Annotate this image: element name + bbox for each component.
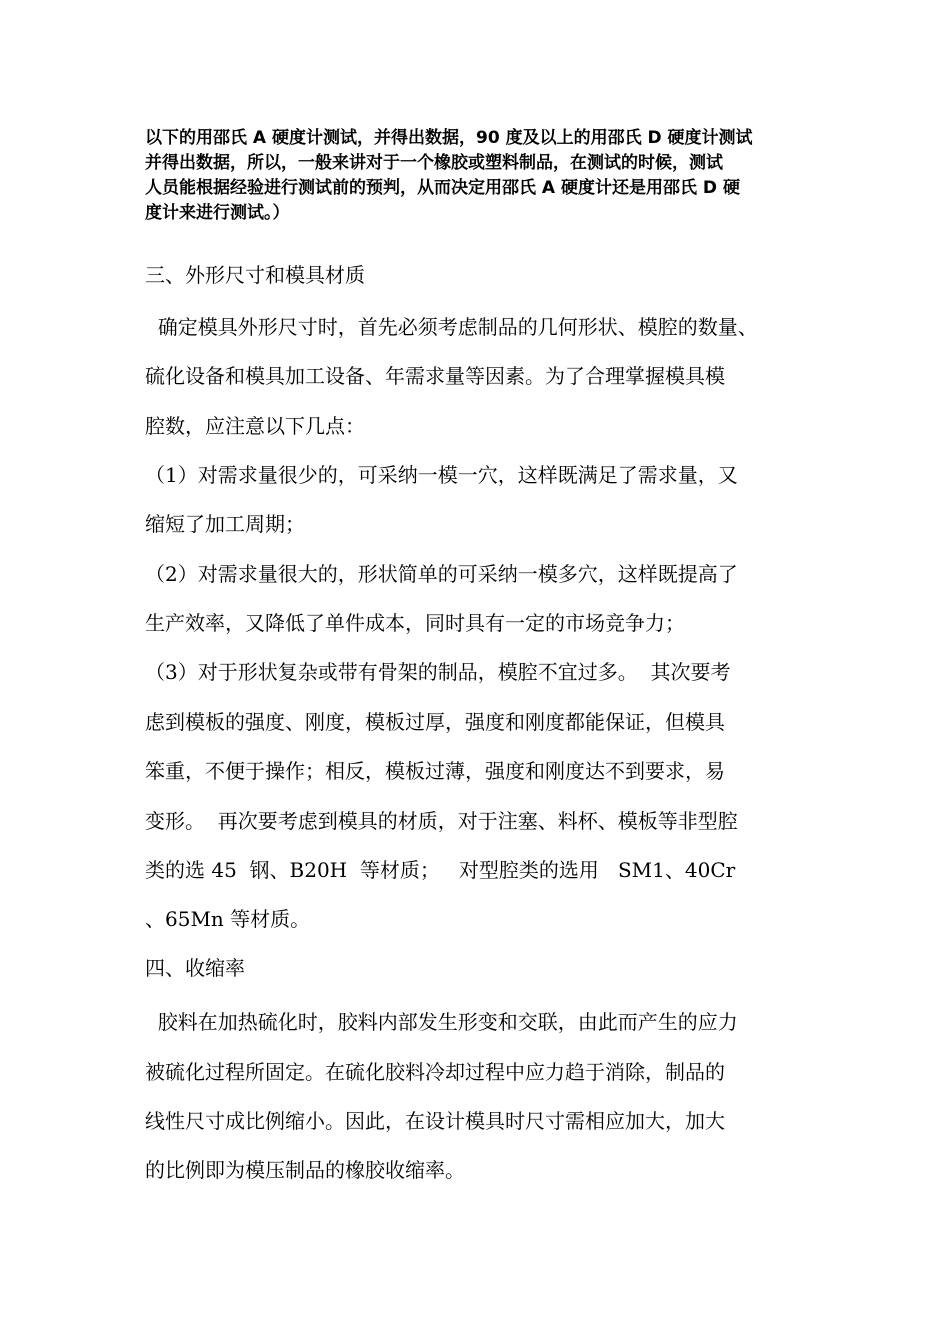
section4-line: 胶料在加热硫化时，胶料内部发生形变和交联，由此而产生的应力 — [145, 1010, 738, 1034]
section3-line: 、65Mn 等材质。 — [145, 907, 311, 931]
section3-line: 变形。 再次要考虑到模具的材质，对于注塞、料杯、模板等非型腔 — [145, 809, 738, 833]
section4-heading: 四、收缩率 — [145, 956, 245, 980]
intro-line: 以下的用邵氏 A 硬度计测试，并得出数据，90 度及以上的用邵氏 D 硬度计测试 — [145, 128, 753, 148]
section4-line: 线性尺寸成比例缩小。因此，在设计模具时尺寸需相应加大，加大 — [145, 1109, 725, 1133]
intro-paragraph — [145, 126, 810, 226]
section3-line: （2）对需求量很大的，形状简单的可采纳一模多穴，这样既提高了 — [145, 562, 738, 586]
section3-line: 类的选 45 钢、B20H 等材质； 对型腔类的选用 SM1、40Cr — [145, 858, 736, 882]
intro-line: 人员能根据经验进行测试前的预判，从而决定用邵氏 A 硬度计还是用邵氏 D 硬 — [145, 178, 740, 198]
section3-line: （1）对需求量很少的，可采纳一模一穴，这样既满足了需求量，又 — [145, 463, 738, 487]
intro-line: 度计来进行测试。） — [145, 203, 290, 223]
section3-line: 笨重，不便于操作；相反，模板过薄，强度和刚度达不到要求，易 — [145, 759, 725, 783]
section4-line: 的比例即为模压制品的橡胶收缩率。 — [145, 1158, 465, 1182]
section3-line: 缩短了加工周期； — [145, 512, 305, 536]
section3-heading: 三、外形尺寸和模具材质 — [145, 263, 365, 287]
section3-line: 生产效率，又降低了单件成本，同时具有一定的市场竞争力； — [145, 611, 685, 635]
section3-line: （3）对于形状复杂或带有骨架的制品，模腔不宜过多。 其次要考 — [145, 660, 731, 684]
intro-line: 并得出数据，所以，一般来讲对于一个橡胶或塑料制品，在测试的时候，测试 — [145, 153, 723, 173]
section3-line: 腔数，应注意以下几点： — [145, 414, 365, 438]
section3-line: 虑到模板的强度、刚度，模板过厚，强度和刚度都能保证，但模具 — [145, 710, 725, 734]
section3-line: 确定模具外形尺寸时，首先必须考虑制品的几何形状、模腔的数量、 — [145, 315, 758, 339]
section3-line: 硫化设备和模具加工设备、年需求量等因素。为了合理掌握模具模 — [145, 364, 725, 388]
section4-line: 被硫化过程所固定。在硫化胶料冷却过程中应力趋于消除，制品的 — [145, 1060, 725, 1084]
